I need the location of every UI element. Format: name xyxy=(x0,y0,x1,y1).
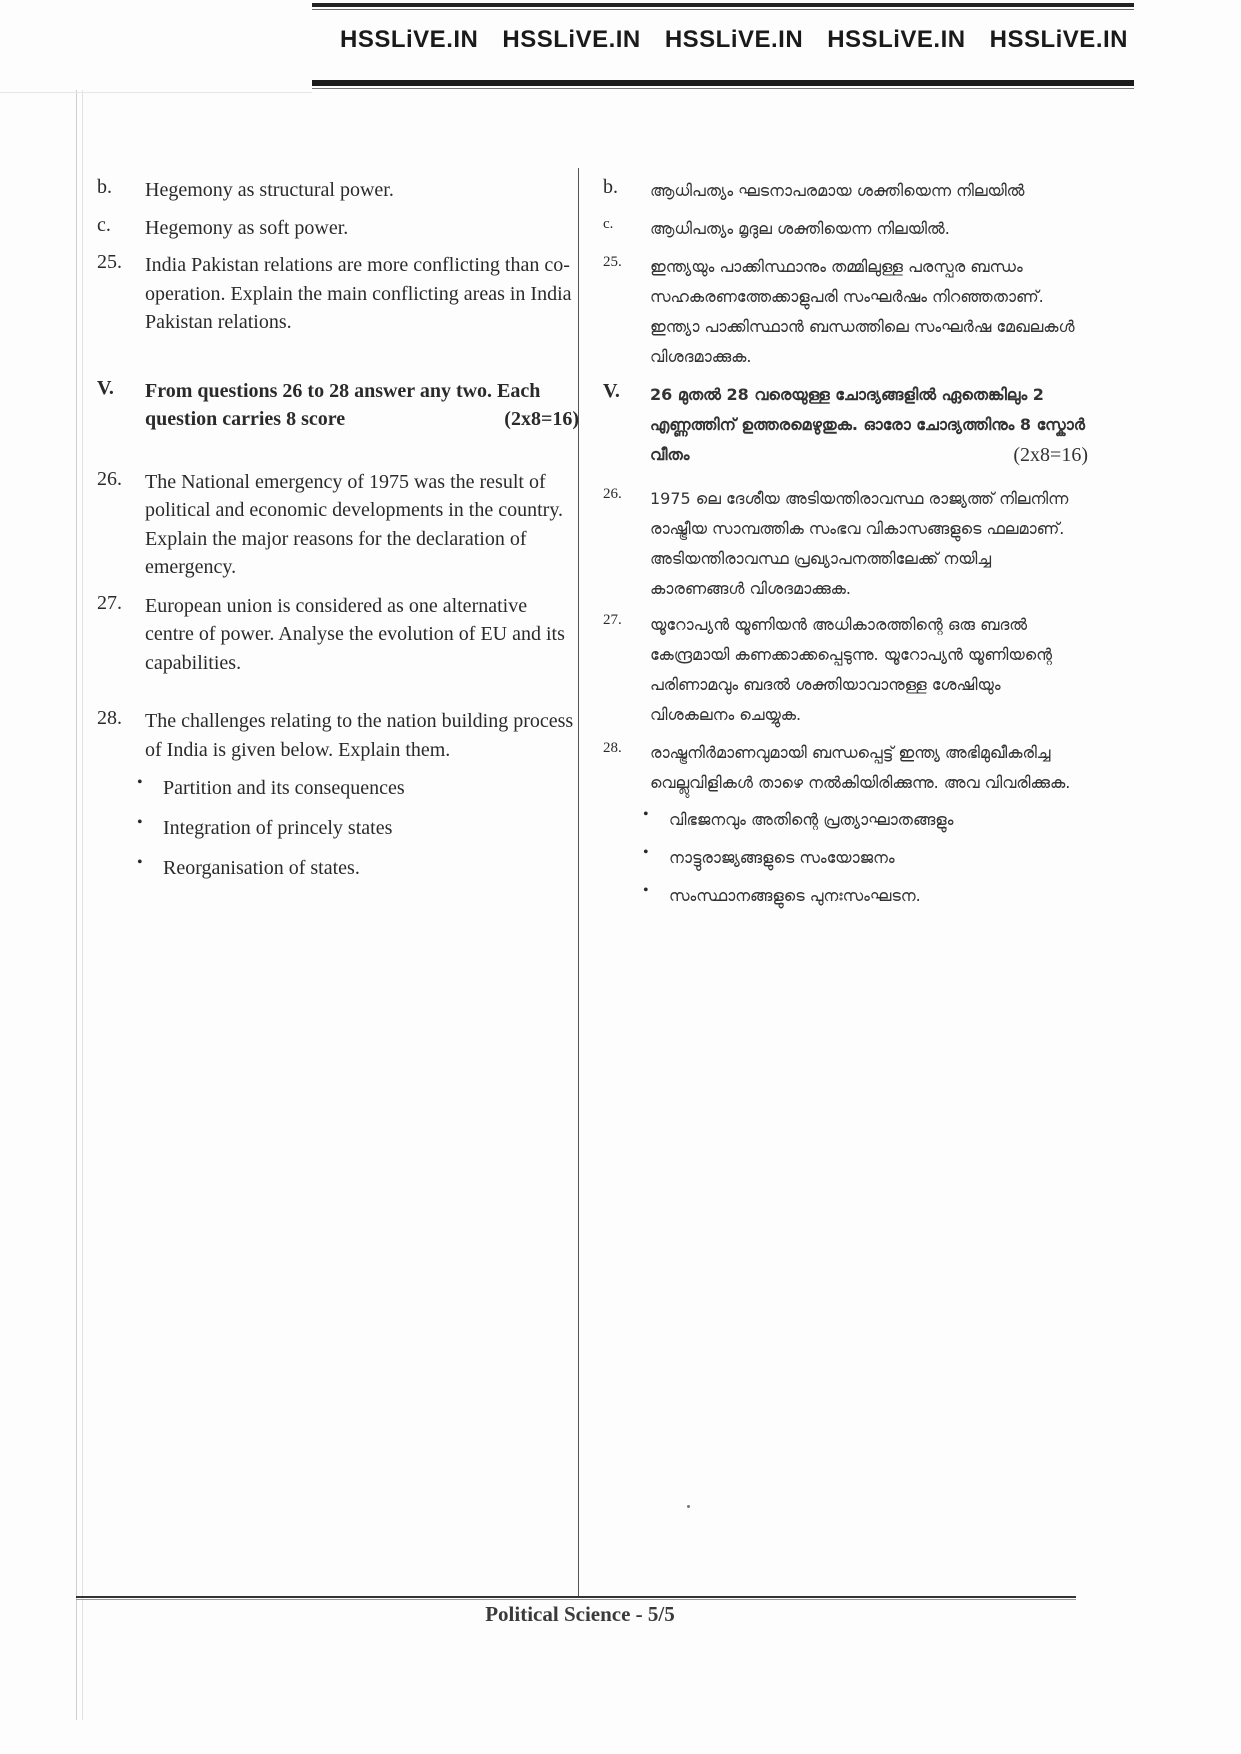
question-24c xyxy=(97,214,579,243)
question-text: യൂറോപ്യൻ യൂണിയൻ അധികാരത്തിന്റെ ഒരു ബദൽ കേന്ദ്രമായി കണക്കാക്കപ്പെടുന്നു. യൂറോപ്യൻ യൂണിയന്റെ പരിണാമവും ബദൽ ശക്തിയാവാനുള്ള ശേഷിയും വിശകലനം ചെയ്യുക. xyxy=(650,615,1053,724)
list-item-text: നാട്ടുരാജ്യങ്ങളുടെ സംയോജനം xyxy=(669,848,895,867)
english-column xyxy=(97,176,579,882)
list-item-text: Integration of princely states xyxy=(163,817,393,839)
question-26 xyxy=(603,484,1088,604)
list-item xyxy=(137,774,579,802)
list-item-text: Partition and its consequences xyxy=(163,777,405,799)
question-number: 28. xyxy=(97,707,122,729)
question-number: c. xyxy=(603,216,614,232)
question-text: ഇന്ത്യയും പാക്കിസ്ഥാനും തമ്മിലുള്ള പരസ്പര ബന്ധം സഹകരണത്തേക്കാളുപരി സംഘർഷം നിറഞ്ഞതാണ്. ഇന്ത്യാ പാക്കിസ്ഥാൻ ബന്ധത്തിലെ സംഘർഷ മേഖലകൾ വിശദമാക്കുക. xyxy=(650,257,1075,366)
question-24b xyxy=(97,176,579,205)
list-item-text: Reorganisation of states. xyxy=(163,857,360,879)
question-number: 25. xyxy=(97,251,122,273)
bullet-icon: • xyxy=(137,854,143,871)
list-item-text: സംസ്ഥാനങ്ങളുടെ പുനഃസംഘടന. xyxy=(669,886,921,905)
list-item xyxy=(643,806,1088,834)
list-item xyxy=(643,844,1088,872)
question-number: 28. xyxy=(603,740,622,756)
section-instruction-text: 26 മുതൽ 28 വരെയുള്ള ചോദ്യങ്ങളിൽ ഏതെങ്കിലും 2 എണ്ണത്തിന് ഉത്തരമെഴുതുക. ഓരോ ചോദ്യത്തിനും 8 സ്കോർ വീതം xyxy=(650,385,1085,464)
watermark-text: HSSLiVE.IN xyxy=(989,26,1128,53)
watermark-text: HSSLiVE.IN xyxy=(664,26,804,53)
question-26 xyxy=(97,468,579,582)
question-text: The challenges relating to the nation building process of India is given below. Explain them. xyxy=(145,710,574,761)
question-28 xyxy=(97,707,579,764)
question-text: ആധിപത്യം ഘടനാപരമായ ശക്തിയെന്ന നിലയിൽ xyxy=(650,181,1025,200)
list-item xyxy=(137,854,579,882)
question-24b xyxy=(603,176,1088,206)
question-number: b. xyxy=(603,176,618,198)
scan-speck xyxy=(687,1505,690,1508)
bullet-icon: • xyxy=(137,774,143,791)
question-text: 1975 ലെ ദേശീയ അടിയന്തിരാവസ്ഥ രാജ്യത്ത് നിലനിന്ന രാഷ്ട്രീയ സാമ്പത്തിക സംഭവ വികാസങ്ങളുടെ ഫലമാണ്. അടിയന്തിരാവസ്ഥ പ്രഖ്യാപനത്തിലേക്ക് നയിച്ച കാരണങ്ങൾ വിശദമാക്കുക. xyxy=(650,489,1069,598)
question-24c xyxy=(603,214,1088,244)
section-5-instructions xyxy=(603,380,1088,470)
question-text: European union is considered as one alternative centre of power. Analyse the evolution of EU and its capabilities. xyxy=(145,594,565,674)
header-rule-top xyxy=(312,3,1134,7)
watermark-text: HSSLiVE.IN xyxy=(827,26,966,53)
header-rule-top-thin xyxy=(312,9,1134,10)
bullet-icon: • xyxy=(643,882,649,899)
question-number: c. xyxy=(97,213,111,236)
malayalam-column xyxy=(603,176,1088,910)
watermark-header xyxy=(312,26,1134,62)
question-27 xyxy=(97,592,579,678)
scan-line xyxy=(0,92,312,93)
question-text: Hegemony as structural power. xyxy=(145,179,394,201)
header-rule-bottom-thin xyxy=(312,88,1134,89)
bullet-icon: • xyxy=(137,814,143,831)
bullet-icon: • xyxy=(643,806,649,823)
section-score: (2x8=16) xyxy=(504,408,579,430)
question-27 xyxy=(603,610,1088,730)
header-rule-bottom xyxy=(312,80,1134,86)
question-text: Hegemony as soft power. xyxy=(145,216,349,239)
section-number: V. xyxy=(97,376,114,399)
section-instruction-text: From questions 26 to 28 answer any two. Each question carries 8 score xyxy=(145,379,541,430)
watermark-text: HSSLiVE.IN xyxy=(502,26,641,53)
question-number: b. xyxy=(97,176,112,198)
watermark-text: HSSLiVE.IN xyxy=(340,26,479,53)
question-number: 27. xyxy=(97,591,122,614)
question-number: 25. xyxy=(603,254,622,270)
section-score: (2x8=16) xyxy=(1013,444,1088,466)
question-25 xyxy=(97,251,579,337)
section-5-instructions xyxy=(97,377,579,434)
list-item-text: വിഭജനവും അതിന്റെ പ്രത്യാഘാതങ്ങളും xyxy=(669,810,954,829)
page-edge-line xyxy=(82,90,83,1720)
list-item xyxy=(137,814,579,842)
footer-rule-thin xyxy=(76,1599,1076,1600)
question-number: 26. xyxy=(603,486,622,502)
question-text: The National emergency of 1975 was the result of political and economic developments in the country. Explain the major reasons for the declaration of emergency. xyxy=(145,470,564,578)
list-item xyxy=(643,882,1088,910)
question-text: രാഷ്ട്രനിർമാണവുമായി ബന്ധപ്പെട്ട് ഇന്ത്യ അഭിമുഖീകരിച്ച വെല്ലുവിളികൾ താഴെ നൽകിയിരിക്കുന്നു. അവ വിവരിക്കുക. xyxy=(650,743,1071,792)
bullet-icon: • xyxy=(643,844,649,861)
page-edge-line xyxy=(76,90,77,1720)
question-number: 26. xyxy=(97,467,122,490)
question-number: 27. xyxy=(603,612,622,628)
question-25 xyxy=(603,252,1088,372)
question-text: ആധിപത്യം മൃദുല ശക്തിയെന്ന നിലയിൽ. xyxy=(650,219,950,238)
section-number: V. xyxy=(603,380,620,402)
page-footer: Political Science - 5/5 xyxy=(485,1602,675,1626)
footer-rule xyxy=(76,1596,1076,1598)
question-28 xyxy=(603,738,1088,798)
question-text: India Pakistan relations are more conflicting than co-operation. Explain the main conflicting areas in India Pakistan relations. xyxy=(145,254,572,333)
